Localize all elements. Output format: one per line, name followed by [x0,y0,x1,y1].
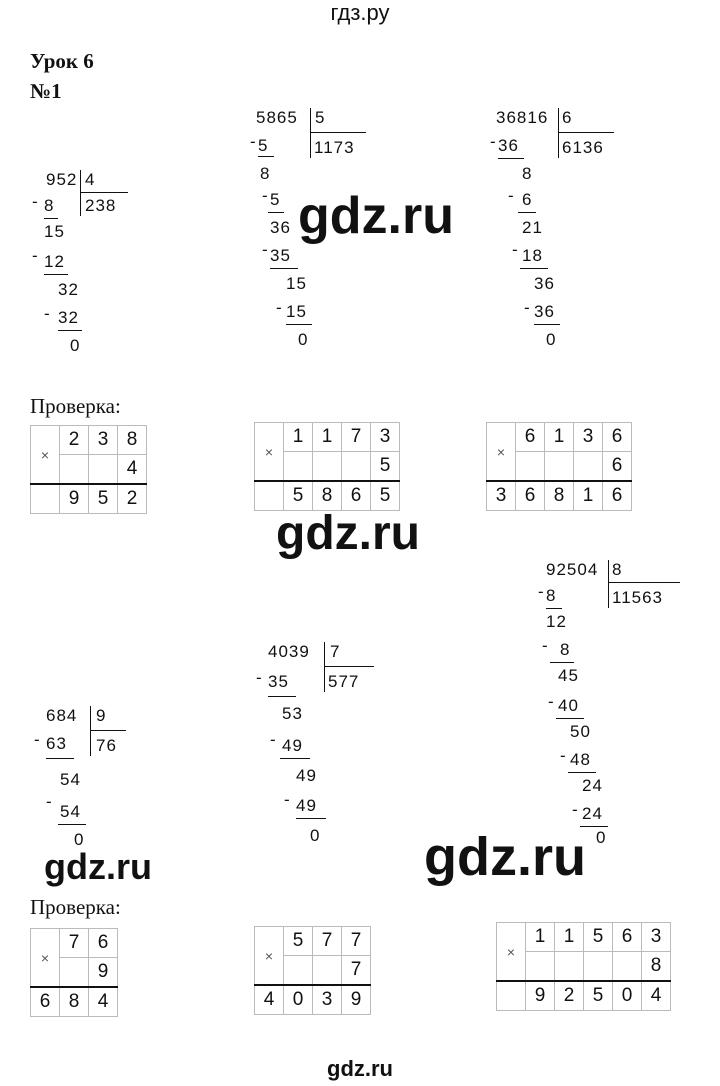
digit: 2 [60,426,89,455]
quotient: 76 [96,736,117,755]
watermark: gdz.ru [276,507,420,560]
digit: 3 [89,426,118,455]
step: 0 [596,828,607,847]
digit [342,452,371,482]
digit: 5 [89,484,118,514]
minus-sign: - [548,692,555,711]
lesson-heading [30,46,94,106]
digit: 5 [584,981,613,1011]
digit: 4 [118,455,147,485]
digit [60,958,89,988]
check-table-1 [30,425,147,514]
digit: 5 [371,481,400,511]
digit [313,956,342,986]
step: 35 [268,672,289,691]
step: 40 [558,696,579,715]
digit [574,452,603,482]
long-division-2 [250,108,355,349]
minus-sign: - [512,240,519,259]
digit: 3 [642,923,671,952]
watermark: gdz.ru [298,187,454,245]
digit: 4 [642,981,671,1011]
step: 5 [258,136,269,155]
step: 54 [60,770,81,789]
multiply-sign: × [31,426,60,485]
step: 35 [270,246,291,265]
digit: 8 [118,426,147,455]
long-division-4 [34,706,117,849]
digit: 9 [60,484,89,514]
digit [284,956,313,986]
lesson-title: Урок 6 [30,49,94,73]
long-division-1 [32,170,117,355]
multiply-sign: × [255,927,284,986]
step: 54 [60,802,81,821]
step: 8 [260,164,271,183]
minus-sign: - [284,790,291,809]
minus-sign: - [256,668,263,687]
dividend: 4039 [268,642,310,661]
watermark: gdz.ru [424,827,586,887]
digit: 3 [487,481,516,511]
site-footer: gdz.ru [327,1056,393,1081]
step: 0 [310,826,321,845]
dividend: 952 [46,170,78,189]
digit: 2 [118,484,147,514]
digit: 9 [342,985,371,1015]
step: 8 [560,640,571,659]
minus-sign: - [560,746,567,765]
digit [516,452,545,482]
divisor: 5 [315,108,326,127]
task-number: №1 [30,79,62,103]
long-division-6 [538,560,664,847]
minus-sign: - [572,800,579,819]
digit: 8 [642,952,671,982]
step: 12 [546,612,567,631]
step: 24 [582,804,603,823]
step: 0 [74,830,85,849]
digit: 2 [555,981,584,1011]
digit: 6 [603,481,632,511]
digit: 6 [342,481,371,511]
minus-sign: - [32,192,39,211]
multiply-sign: × [487,423,516,482]
digit: 1 [284,423,313,452]
digit: 9 [89,958,118,988]
long-division-5 [256,642,360,845]
digit: 7 [313,927,342,956]
digit: 7 [342,956,371,986]
digit [584,952,613,982]
digit: 8 [313,481,342,511]
quotient: 238 [85,196,117,215]
digit [89,455,118,485]
digit [284,452,313,482]
multiply-sign: × [497,923,526,982]
minus-sign: - [262,240,269,259]
dividend: 5865 [256,108,298,127]
digit: 8 [545,481,574,511]
minus-sign: - [250,132,257,151]
minus-sign: - [34,730,41,749]
multiply-sign: × [255,423,284,482]
digit: 6 [516,481,545,511]
digit: 3 [313,985,342,1015]
quotient: 6136 [562,138,604,157]
long-division-3 [490,108,604,349]
digit [545,452,574,482]
step: 8 [546,586,557,605]
digit [313,452,342,482]
step: 5 [270,190,281,209]
digit: 6 [603,452,632,482]
divisor: 8 [612,560,623,579]
step: 0 [546,330,557,349]
quotient: 11563 [612,588,664,607]
digit: 3 [371,423,400,452]
step: 49 [282,736,303,755]
step: 0 [298,330,309,349]
check-table-2 [254,422,400,511]
step: 63 [46,734,67,753]
digit: 5 [284,927,313,956]
check-label: Проверка: [30,895,121,919]
minus-sign: - [44,304,51,323]
step: 12 [44,252,65,271]
step: 53 [282,704,303,723]
step: 45 [558,666,579,685]
step: 18 [522,246,543,265]
dividend: 684 [46,706,78,725]
minus-sign: - [524,298,531,317]
digit: 0 [613,981,642,1011]
step: 49 [296,796,317,815]
divisor: 4 [85,170,96,189]
digit [555,952,584,982]
step: 24 [582,776,603,795]
digit: 1 [545,423,574,452]
minus-sign: - [276,298,283,317]
quotient: 1173 [314,138,355,157]
digit: 0 [284,985,313,1015]
minus-sign: - [32,246,39,265]
dividend: 92504 [546,560,599,579]
step: 21 [522,218,543,237]
step: 36 [498,136,519,155]
minus-sign: - [508,186,515,205]
step: 15 [286,302,307,321]
digit: 6 [603,423,632,452]
minus-sign: - [490,132,497,151]
digit: 6 [613,923,642,952]
step: 36 [534,302,555,321]
watermark: gdz.ru [44,846,152,887]
digit: 9 [526,981,555,1011]
digit [526,952,555,982]
step: 6 [522,190,533,209]
digit: 5 [284,481,313,511]
minus-sign: - [270,730,277,749]
digit: 4 [89,987,118,1017]
digit: 5 [371,452,400,482]
divisor: 7 [330,642,341,661]
digit: 6 [31,987,60,1017]
digit: 8 [60,987,89,1017]
step: 48 [570,750,591,769]
digit: 6 [516,423,545,452]
digit: 1 [526,923,555,952]
step: 32 [58,280,79,299]
digit: 3 [574,423,603,452]
dividend: 36816 [496,108,549,127]
check-table-3 [486,422,632,511]
step: 50 [570,722,591,741]
digit: 7 [342,423,371,452]
digit: 7 [60,929,89,958]
digit: 1 [574,481,603,511]
check-table-4 [30,928,118,1017]
check-label: Проверка: [30,394,121,418]
multiply-sign: × [31,929,60,988]
digit: 4 [255,985,284,1015]
digit: 1 [313,423,342,452]
minus-sign: - [262,186,269,205]
check-table-5 [254,926,371,1015]
step: 0 [70,336,81,355]
quotient: 577 [328,672,360,691]
minus-sign: - [538,582,545,601]
digit: 5 [584,923,613,952]
minus-sign: - [542,636,549,655]
site-header: гдз.ру [330,0,390,25]
step: 36 [534,274,555,293]
divisor: 6 [562,108,573,127]
step: 8 [522,164,533,183]
step: 15 [44,222,65,241]
step: 36 [270,218,291,237]
digit: 1 [555,923,584,952]
step: 32 [58,308,79,327]
step: 8 [44,196,55,215]
check-table-6 [496,922,671,1011]
minus-sign: - [46,792,53,811]
digit [613,952,642,982]
digit: 6 [89,929,118,958]
digit: 7 [342,927,371,956]
step: 49 [296,766,317,785]
digit [60,455,89,485]
divisor: 9 [96,706,107,725]
step: 15 [286,274,307,293]
